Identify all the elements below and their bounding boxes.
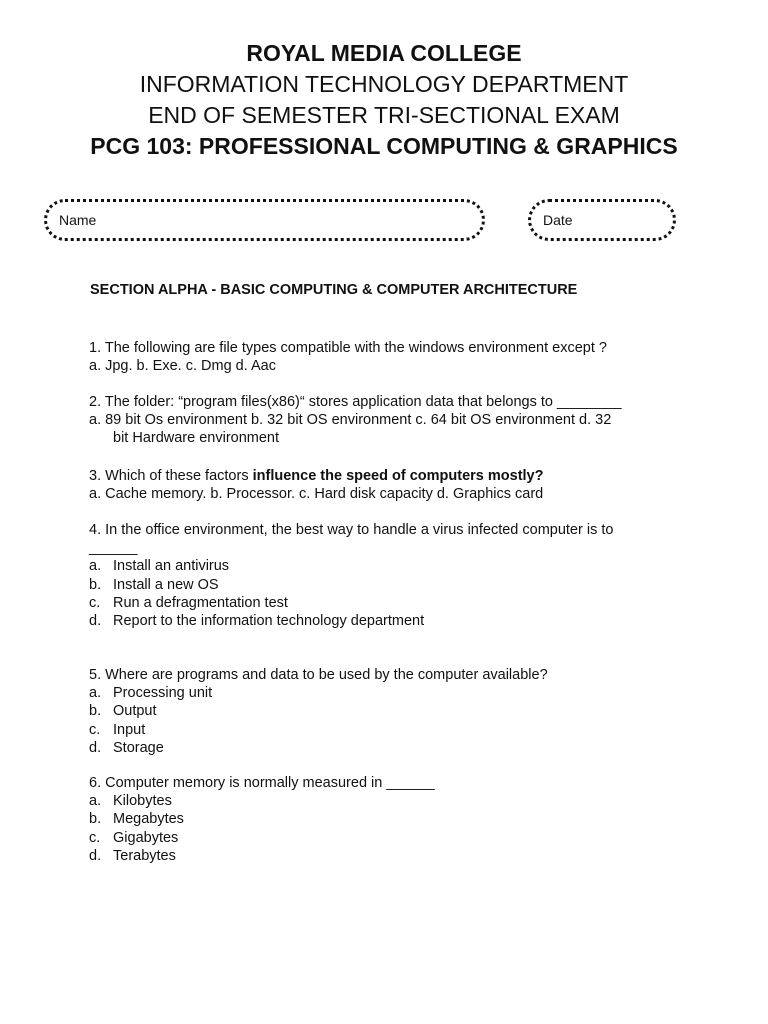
option-text: Input — [113, 721, 146, 738]
date-field[interactable] — [528, 199, 676, 241]
option-text: Run a defragmentation test — [113, 594, 288, 611]
option-text: Storage — [113, 739, 164, 756]
option-text: Processing unit — [113, 685, 213, 702]
question-6-stem: 6. Computer memory is normally measured in ______ — [89, 775, 435, 791]
question-3 — [89, 467, 689, 503]
option-text: Install an antivirus — [113, 558, 230, 575]
question-5-option-b — [89, 702, 689, 720]
question-6-option-a — [89, 792, 689, 810]
question-4-option-b — [89, 576, 659, 594]
question-5-option-a — [89, 684, 689, 702]
option-letter: c. — [89, 721, 101, 738]
question-5 — [89, 666, 689, 757]
question-2-options-continued: bit Hardware environment — [113, 430, 280, 447]
option-text: Output — [113, 703, 157, 720]
option-letter: d. — [89, 847, 102, 864]
question-4-option-d — [89, 612, 659, 630]
question-6-option-d — [89, 847, 689, 865]
option-letter: d. — [89, 613, 102, 630]
option-letter: b. — [89, 576, 102, 593]
question-5-stem: 5. Where are programs and data to be used by the computer available? — [89, 667, 548, 683]
section-title: SECTION ALPHA - BASIC COMPUTING & COMPUTER ARCHITECTURE — [90, 282, 578, 298]
question-4-option-a — [89, 557, 659, 575]
exam-header — [0, 38, 768, 162]
college-name: ROYAL MEDIA COLLEGE — [246, 40, 522, 66]
exam-title: END OF SEMESTER TRI-SECTIONAL EXAM — [148, 102, 620, 128]
question-6-option-c — [89, 829, 689, 847]
question-6 — [89, 774, 689, 865]
option-letter: a. — [89, 685, 102, 702]
question-3-stem-emphasis: influence the speed of computers mostly? — [252, 468, 544, 484]
question-2-stem: 2. The folder: “program files(x86)“ stores application data that belongs to ________ — [89, 394, 622, 410]
question-1 — [89, 339, 689, 375]
question-6-option-b — [89, 810, 689, 828]
question-5-option-d — [89, 739, 689, 757]
question-4-option-c — [89, 594, 659, 612]
option-text: Megabytes — [113, 811, 184, 828]
question-4 — [89, 521, 659, 630]
option-letter: c. — [89, 829, 101, 846]
question-5-option-c — [89, 721, 689, 739]
option-letter: b. — [89, 703, 102, 720]
option-letter: a. — [89, 558, 102, 575]
option-letter: d. — [89, 739, 102, 756]
question-2-options: a. 89 bit Os environment b. 32 bit OS environment c. 64 bit OS environment d. 32 — [89, 412, 612, 429]
name-label: Name — [59, 212, 97, 228]
name-field[interactable] — [44, 199, 485, 241]
question-3-stem-text: 3. Which of these factors — [89, 468, 253, 484]
option-text: Kilobytes — [113, 793, 172, 810]
question-4-stem: 4. In the office environment, the best way to handle a virus infected computer is to ______ — [89, 522, 614, 557]
option-letter: b. — [89, 811, 102, 828]
option-letter: a. — [89, 793, 102, 810]
department-name: INFORMATION TECHNOLOGY DEPARTMENT — [139, 71, 629, 97]
option-text: Report to the information technology department — [113, 613, 425, 630]
question-1-options: a. Jpg. b. Exe. c. Dmg d. Aac — [89, 358, 276, 375]
option-text: Install a new OS — [113, 576, 219, 593]
question-3-options: a. Cache memory. b. Processor. c. Hard disk capacity d. Graphics card — [89, 486, 544, 503]
question-1-stem: 1. The following are file types compatible with the windows environment except ? — [89, 340, 607, 356]
option-text: Gigabytes — [113, 829, 179, 846]
date-label: Date — [543, 212, 573, 228]
question-2 — [89, 393, 689, 448]
question-3-stem — [89, 467, 689, 485]
option-letter: c. — [89, 594, 101, 611]
course-title: PCG 103: PROFESSIONAL COMPUTING & GRAPHICS — [90, 133, 678, 159]
option-text: Terabytes — [113, 847, 176, 864]
